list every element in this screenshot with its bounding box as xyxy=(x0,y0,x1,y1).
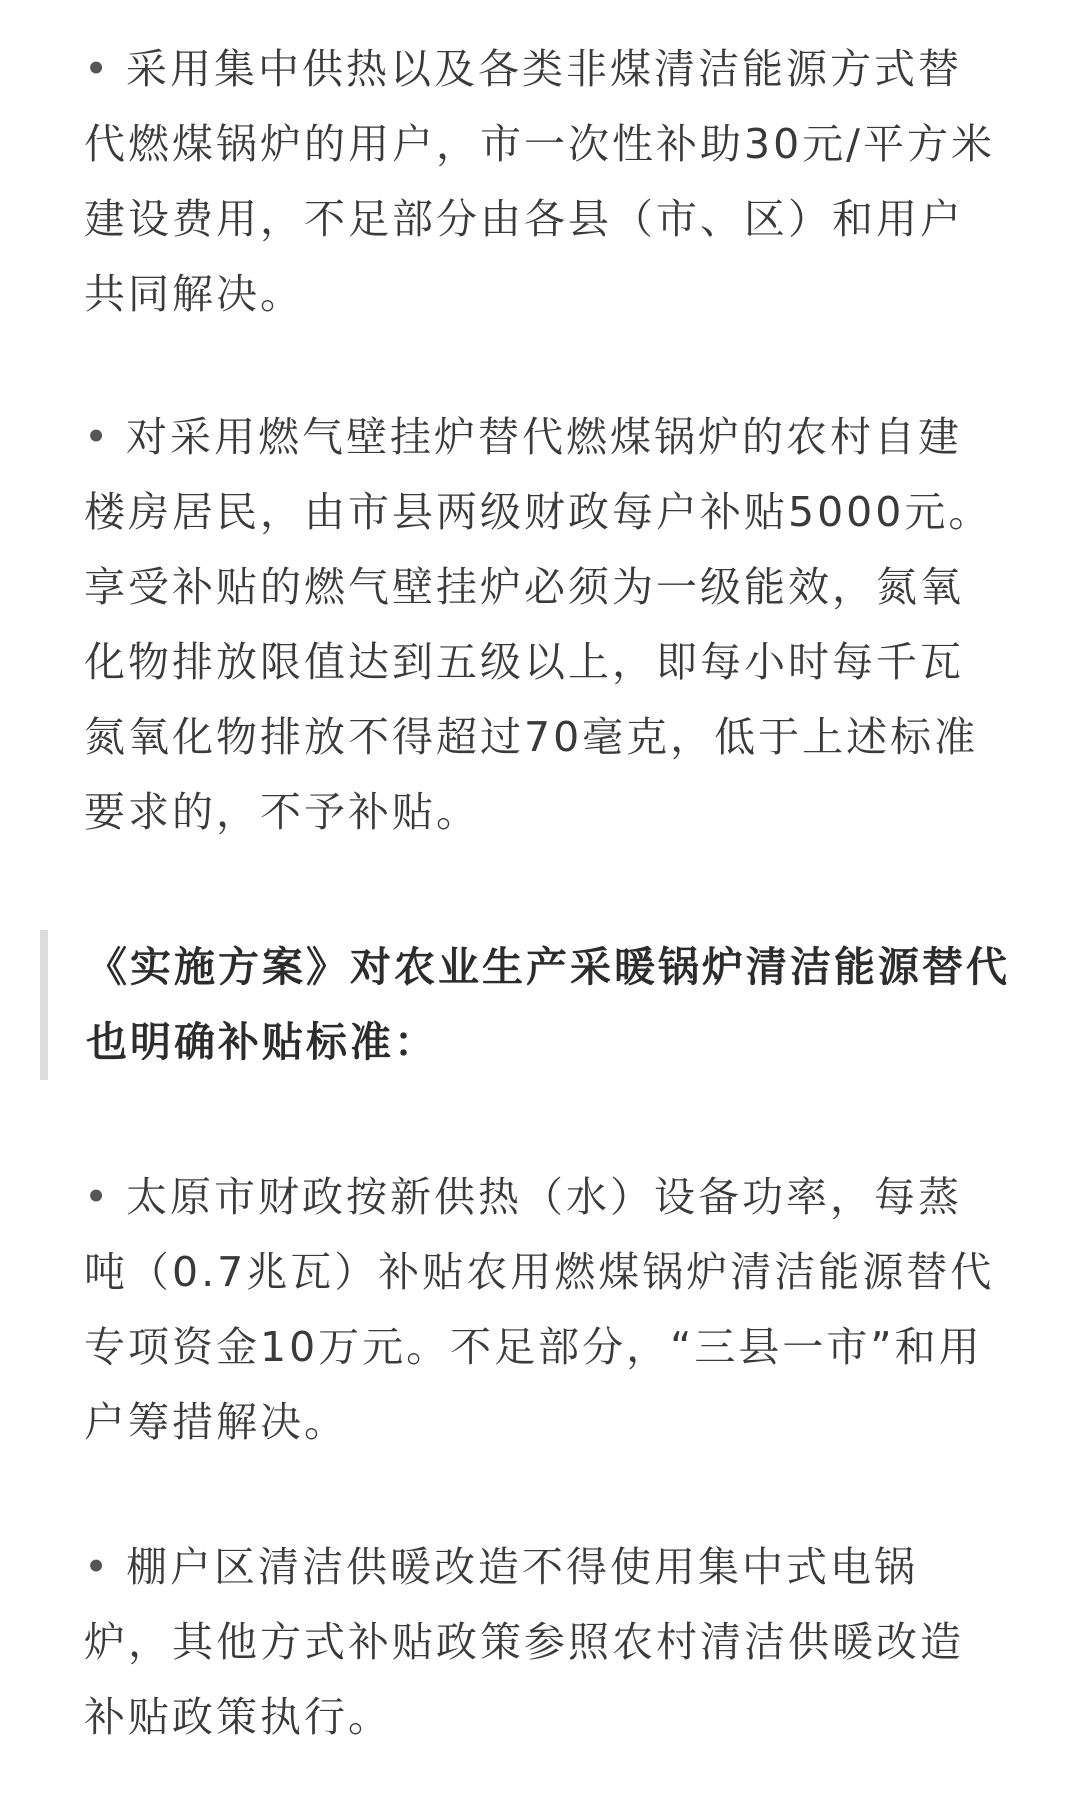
bullet-icon: • xyxy=(84,1543,112,1591)
paragraph-text: 棚户区清洁供暖改造不得使用集中式电锅炉，其他方式补贴政策参照农村清洁供暖改造补贴政策执行。 xyxy=(84,1543,964,1741)
paragraph-text: 太原市财政按新供热（水）设备功率，每蒸吨（0.7兆瓦）补贴农用燃煤锅炉清洁能源替代专项资金10万元。不足部分，“三县一市”和用户筹措解决。 xyxy=(84,1173,995,1446)
policy-paragraph xyxy=(84,1160,1000,1460)
bullet-icon: • xyxy=(84,1173,112,1221)
blockquote xyxy=(40,930,1048,1080)
paragraph-text: 对采用燃气壁挂炉替代燃煤锅炉的农村自建楼房居民，由市县两级财政每户补贴5000元。享受补贴的燃气壁挂炉必须为一级能效，氮氧化物排放限值达到五级以上，即每小时每千瓦氮氧化物排放不得超过70毫克，低于上述标准要求的，不予补贴。 xyxy=(84,413,993,836)
policy-paragraph xyxy=(84,1530,1000,1755)
bullet-icon: • xyxy=(84,45,112,93)
blockquote-text: 《实施方案》对农业生产采暖锅炉清洁能源替代也明确补贴标准： xyxy=(86,943,1010,1066)
policy-paragraph xyxy=(84,400,1000,850)
paragraph-text: 采用集中供热以及各类非煤清洁能源方式替代燃煤锅炉的用户，市一次性补助30元/平方米建设费用，不足部分由各县（市、区）和用户共同解决。 xyxy=(84,45,995,318)
bullet-icon: • xyxy=(84,413,112,461)
policy-paragraph xyxy=(84,32,1000,332)
